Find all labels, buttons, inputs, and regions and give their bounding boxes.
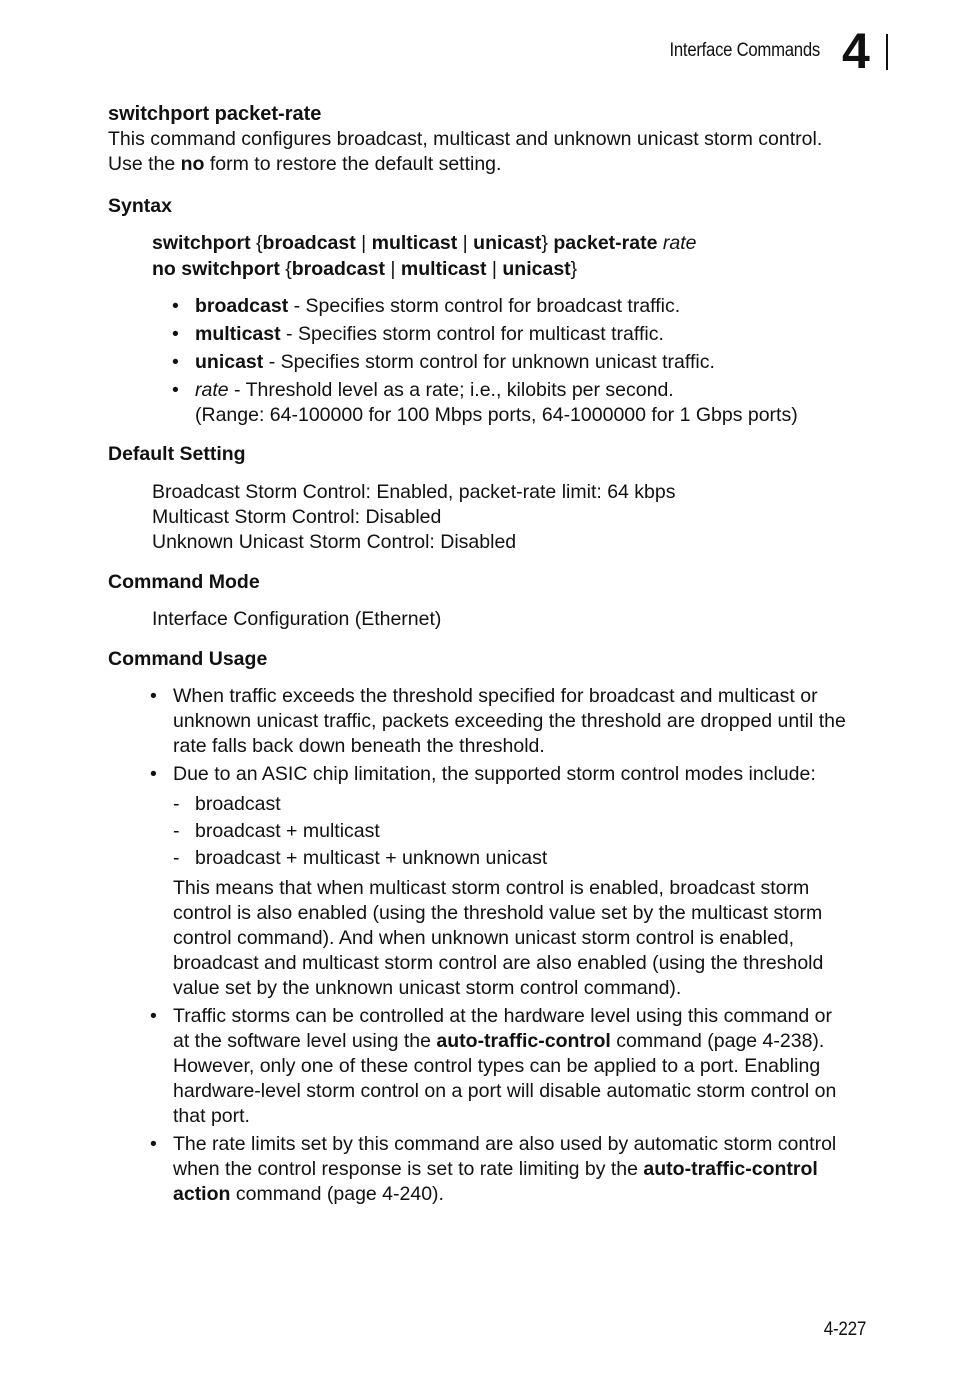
syntax-parameter-list bbox=[172, 294, 872, 431]
command-reference: action bbox=[173, 1183, 231, 1205]
usage-text: When traffic exceeds the threshold specified for broadcast and multicast or bbox=[173, 685, 818, 707]
usage-text: However, only one of these control types can be applied to a port. Enabling bbox=[173, 1055, 821, 1077]
bullet-icon: • bbox=[150, 685, 157, 707]
list-item bbox=[150, 762, 870, 1001]
mode-text: broadcast + multicast bbox=[195, 820, 380, 842]
syntax-option: multicast bbox=[371, 232, 458, 254]
param-description: - Threshold level as a rate; i.e., kilobits per second. bbox=[228, 379, 674, 401]
usage-text: control command). And when unknown unicast storm control is enabled, bbox=[173, 927, 795, 949]
usage-text: This means that when multicast storm control is enabled, broadcast storm bbox=[173, 877, 810, 899]
syntax-separator: | bbox=[355, 232, 372, 254]
param-name: unicast bbox=[195, 351, 264, 373]
syntax-block bbox=[152, 231, 922, 282]
mode-item bbox=[173, 792, 870, 817]
description-line-2-post: form to restore the default setting. bbox=[204, 153, 502, 175]
usage-text: that port. bbox=[173, 1105, 250, 1127]
syntax-brace: { bbox=[279, 258, 292, 280]
usage-text: rate falls back down beneath the threshold. bbox=[173, 735, 545, 757]
command-mode-text: Interface Configuration (Ethernet) bbox=[152, 608, 442, 630]
param-name: rate bbox=[195, 379, 229, 401]
syntax-keyword: switchport bbox=[152, 232, 251, 254]
bullet-icon: • bbox=[172, 295, 179, 317]
running-header-title: Interface Commands bbox=[669, 40, 820, 61]
list-item bbox=[172, 322, 872, 347]
chapter-divider bbox=[886, 34, 888, 70]
default-line: Unknown Unicast Storm Control: Disabled bbox=[152, 531, 517, 553]
list-item bbox=[172, 294, 872, 319]
mode-item bbox=[173, 819, 870, 844]
bullet-icon: • bbox=[172, 379, 179, 401]
usage-text: hardware-level storm control on a port will disable automatic storm control on bbox=[173, 1080, 837, 1102]
no-keyword: no bbox=[180, 153, 205, 175]
bullet-icon: • bbox=[150, 763, 157, 785]
param-description: - Specifies storm control for multicast traffic. bbox=[280, 323, 664, 345]
syntax-option: broadcast bbox=[291, 258, 385, 280]
command-mode-heading: Command Mode bbox=[108, 571, 260, 593]
usage-text: Traffic storms can be controlled at the hardware level using this command or bbox=[173, 1005, 832, 1027]
default-setting-body bbox=[152, 480, 922, 555]
mode-list bbox=[173, 792, 870, 871]
usage-text: command (page 4-240). bbox=[230, 1183, 444, 1205]
bullet-icon: • bbox=[172, 323, 179, 345]
command-reference: auto-traffic-control bbox=[436, 1030, 611, 1052]
bullet-icon: • bbox=[150, 1005, 157, 1027]
syntax-separator: | bbox=[486, 258, 503, 280]
param-range: (Range: 64-100000 for 100 Mbps ports, 64-1000000 for 1 Gbps ports) bbox=[195, 404, 798, 426]
syntax-heading: Syntax bbox=[108, 195, 172, 217]
command-reference: auto-traffic-control bbox=[643, 1158, 818, 1180]
mode-item bbox=[173, 846, 870, 871]
param-name: multicast bbox=[195, 323, 281, 345]
usage-text: value set by the unknown unicast storm control command). bbox=[173, 977, 682, 999]
description-line-2-pre: Use the bbox=[108, 153, 181, 175]
list-item bbox=[150, 1004, 870, 1129]
usage-text: The rate limits set by this command are also used by automatic storm control bbox=[173, 1133, 837, 1155]
syntax-separator: | bbox=[457, 232, 474, 254]
mode-text: broadcast bbox=[195, 793, 281, 815]
param-description: - Specifies storm control for broadcast traffic. bbox=[288, 295, 681, 317]
page-number: 4-227 bbox=[823, 1319, 866, 1340]
usage-text: Due to an ASIC chip limitation, the supported storm control modes include: bbox=[173, 763, 816, 785]
list-item bbox=[172, 378, 872, 428]
list-item bbox=[172, 350, 872, 375]
dash-icon: - bbox=[173, 820, 180, 842]
description-line-1: This command configures broadcast, multicast and unknown unicast storm control. bbox=[108, 128, 823, 150]
syntax-line-2 bbox=[152, 257, 922, 282]
mode-note bbox=[173, 876, 870, 1001]
dash-icon: - bbox=[173, 793, 180, 815]
chapter-number: 4 bbox=[842, 23, 868, 79]
usage-text: unknown unicast traffic, packets exceeding the threshold are dropped until the bbox=[173, 710, 846, 732]
usage-text: when the control response is set to rate limiting by the bbox=[173, 1158, 644, 1180]
syntax-separator: | bbox=[384, 258, 401, 280]
dash-icon: - bbox=[173, 847, 180, 869]
bullet-icon: • bbox=[150, 1133, 157, 1155]
command-section bbox=[108, 102, 878, 177]
usage-text: command (page 4-238). bbox=[610, 1030, 825, 1052]
usage-text: control is also enabled (using the threshold value set by the multicast storm bbox=[173, 902, 823, 924]
bullet-icon: • bbox=[172, 351, 179, 373]
syntax-parameter: rate bbox=[662, 232, 697, 254]
command-description bbox=[108, 127, 878, 177]
syntax-brace: } bbox=[570, 258, 578, 280]
list-item bbox=[150, 1132, 870, 1207]
usage-text: at the software level using the bbox=[173, 1030, 437, 1052]
command-title: switchport packet-rate bbox=[108, 103, 322, 125]
syntax-option: unicast bbox=[473, 232, 542, 254]
usage-text: broadcast and multicast storm control are also enabled (using the threshold bbox=[173, 952, 824, 974]
command-usage-heading: Command Usage bbox=[108, 648, 268, 670]
syntax-option: broadcast bbox=[262, 232, 356, 254]
list-item bbox=[150, 684, 870, 759]
syntax-keyword: no switchport bbox=[152, 258, 280, 280]
default-line: Multicast Storm Control: Disabled bbox=[152, 506, 442, 528]
syntax-brace: { bbox=[250, 232, 263, 254]
param-description: - Specifies storm control for unknown unicast traffic. bbox=[263, 351, 715, 373]
mode-text: broadcast + multicast + unknown unicast bbox=[195, 847, 548, 869]
command-usage-list bbox=[150, 684, 870, 1207]
default-setting-heading: Default Setting bbox=[108, 443, 246, 465]
param-name: broadcast bbox=[195, 295, 289, 317]
syntax-keyword: packet-rate bbox=[553, 232, 658, 254]
default-line: Broadcast Storm Control: Enabled, packet-rate limit: 64 kbps bbox=[152, 481, 676, 503]
syntax-line-1 bbox=[152, 231, 922, 256]
syntax-option: unicast bbox=[502, 258, 571, 280]
syntax-option: multicast bbox=[400, 258, 487, 280]
syntax-brace: } bbox=[541, 232, 554, 254]
